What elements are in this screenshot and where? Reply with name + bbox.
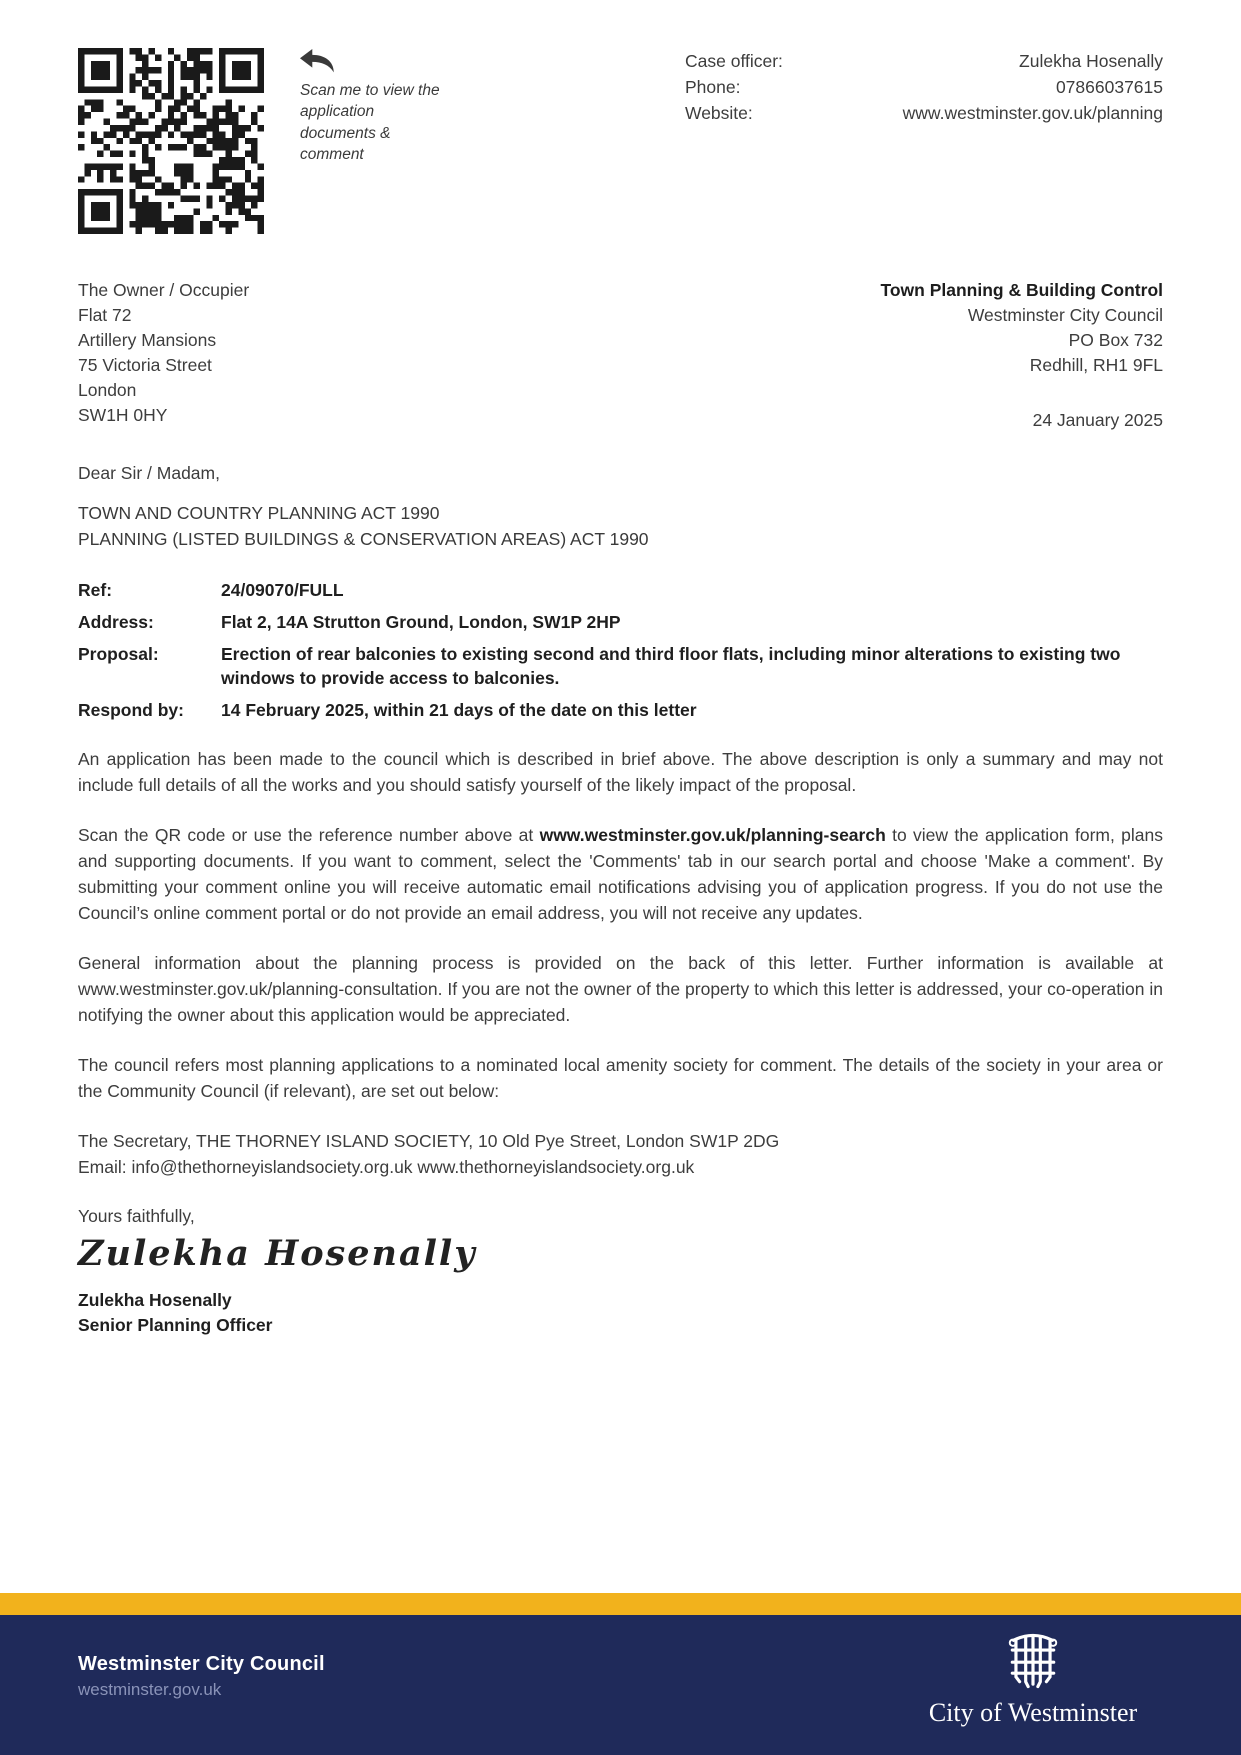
act-line-1: TOWN AND COUNTRY PLANNING ACT 1990	[78, 503, 440, 523]
recipient-line: Flat 72	[78, 305, 132, 325]
proposal-row	[78, 642, 1163, 690]
phone-label: Phone:	[685, 77, 741, 97]
contact-row-website	[685, 100, 1163, 126]
signature-handwritten: Zulekha Hosenally	[78, 1233, 477, 1274]
recipient-line: The Owner / Occupier	[78, 280, 250, 300]
website-value: www.westminster.gov.uk/planning	[902, 103, 1163, 123]
footer-brand-block	[78, 1653, 325, 1700]
qr-code	[78, 48, 264, 234]
closing: Yours faithfully,	[78, 1206, 195, 1226]
contact-row-phone	[685, 74, 1163, 100]
address-row	[78, 610, 1163, 634]
qr-caption: Scan me to view the application documents & comment	[300, 82, 440, 164]
paragraph-2	[78, 822, 1163, 926]
salutation: Dear Sir / Madam,	[78, 463, 220, 483]
address-label: Address:	[78, 612, 154, 632]
contact-row-case-officer	[685, 48, 1163, 74]
address-section	[78, 278, 1163, 433]
reply-arrow-icon	[300, 48, 336, 74]
footer-gold-stripe	[0, 1593, 1241, 1615]
contact-block	[685, 48, 1163, 126]
society-block	[78, 1128, 1163, 1180]
footer	[0, 1593, 1241, 1755]
ref-row	[78, 578, 1163, 602]
recipient-line: Artillery Mansions	[78, 330, 217, 350]
website-label: Website:	[685, 103, 753, 123]
sender-line: Westminster City Council	[967, 305, 1163, 325]
case-officer-value: Zulekha Hosenally	[1019, 51, 1163, 71]
recipient-line: London	[78, 380, 137, 400]
paragraph-2-after: to view the application form, plans and supporting documents. If you want to comment, select the 'Comments' tab in our search portal and choose 'Make a comment'. By submitting your comment online you will receive automatic email notifications advising you of application progress. If you do not use the Council’s online comment portal or do not provide an email address, you will not receive any updates.	[78, 825, 1163, 923]
address-value: Flat 2, 14A Strutton Ground, London, SW1P 2HP	[221, 612, 621, 632]
paragraph-2-before: Scan the QR code or use the reference number above at	[78, 825, 540, 845]
phone-value: 07866037615	[1055, 77, 1163, 97]
scan-hint	[300, 48, 450, 166]
society-line-2: Email: info@thethorneyislandsociety.org.uk www.thethorneyislandsociety.org.uk	[78, 1157, 695, 1177]
sender-address	[880, 278, 1163, 433]
proposal-label: Proposal:	[78, 644, 159, 664]
sender-department: Town Planning & Building Control	[880, 280, 1163, 300]
letter-date: 24 January 2025	[1032, 410, 1163, 430]
crest-caption: City of Westminster	[928, 1698, 1138, 1727]
portcullis-crest-icon	[1008, 1633, 1058, 1689]
respond-label: Respond by:	[78, 700, 184, 720]
paragraph-4: The council refers most planning applications to a nominated local amenity society for comment. The details of the society in your area or the Community Council (if relevant), are set out below:	[78, 1055, 1163, 1101]
respond-row	[78, 698, 1163, 722]
paragraph-1: An application has been made to the council which is described in brief above. The above description is only a summary and may not include full details of all the works and you should satisfy yourself of the likely impact of the proposal.	[78, 749, 1163, 795]
footer-brand-text: Westminster City Council	[78, 1653, 325, 1675]
recipient-line: 75 Victoria Street	[78, 355, 212, 375]
recipient-address	[78, 278, 249, 433]
sender-line: PO Box 732	[1068, 330, 1163, 350]
recipient-line: SW1H 0HY	[78, 405, 168, 425]
sender-line: Redhill, RH1 9FL	[1029, 355, 1163, 375]
society-line-1: The Secretary, THE THORNEY ISLAND SOCIETY, 10 Old Pye Street, London SW1P 2DG	[78, 1131, 780, 1151]
act-line-2: PLANNING (LISTED BUILDINGS & CONSERVATION AREAS) ACT 1990	[78, 529, 649, 549]
respond-value: 14 February 2025, within 21 days of the date on this letter	[221, 700, 697, 720]
signatory-title: Senior Planning Officer	[78, 1315, 273, 1335]
footer-crest-block	[903, 1633, 1163, 1728]
proposal-value: Erection of rear balconies to existing second and third floor flats, including minor alterations to existing two windows to provide access to balconies.	[221, 644, 1121, 688]
case-officer-label: Case officer:	[685, 51, 783, 71]
paragraph-2-bold-url: www.westminster.gov.uk/planning-search	[539, 825, 886, 845]
ref-label: Ref:	[78, 580, 113, 600]
footer-url-text: westminster.gov.uk	[78, 1680, 222, 1699]
header	[78, 48, 1163, 234]
paragraph-3: General information about the planning process is provided on the back of this letter. Further information is available at www.westminster.gov.uk/planning-consultation. If you are not the owner of the property to which this letter is addressed, your co-operation in notifying the owner about this application would be appreciated.	[78, 953, 1163, 1025]
signatory-name: Zulekha Hosenally	[78, 1290, 232, 1310]
footer-navy-band	[0, 1615, 1241, 1755]
acts-block	[78, 500, 1163, 552]
reference-table	[78, 578, 1163, 722]
ref-value: 24/09070/FULL	[221, 580, 344, 600]
